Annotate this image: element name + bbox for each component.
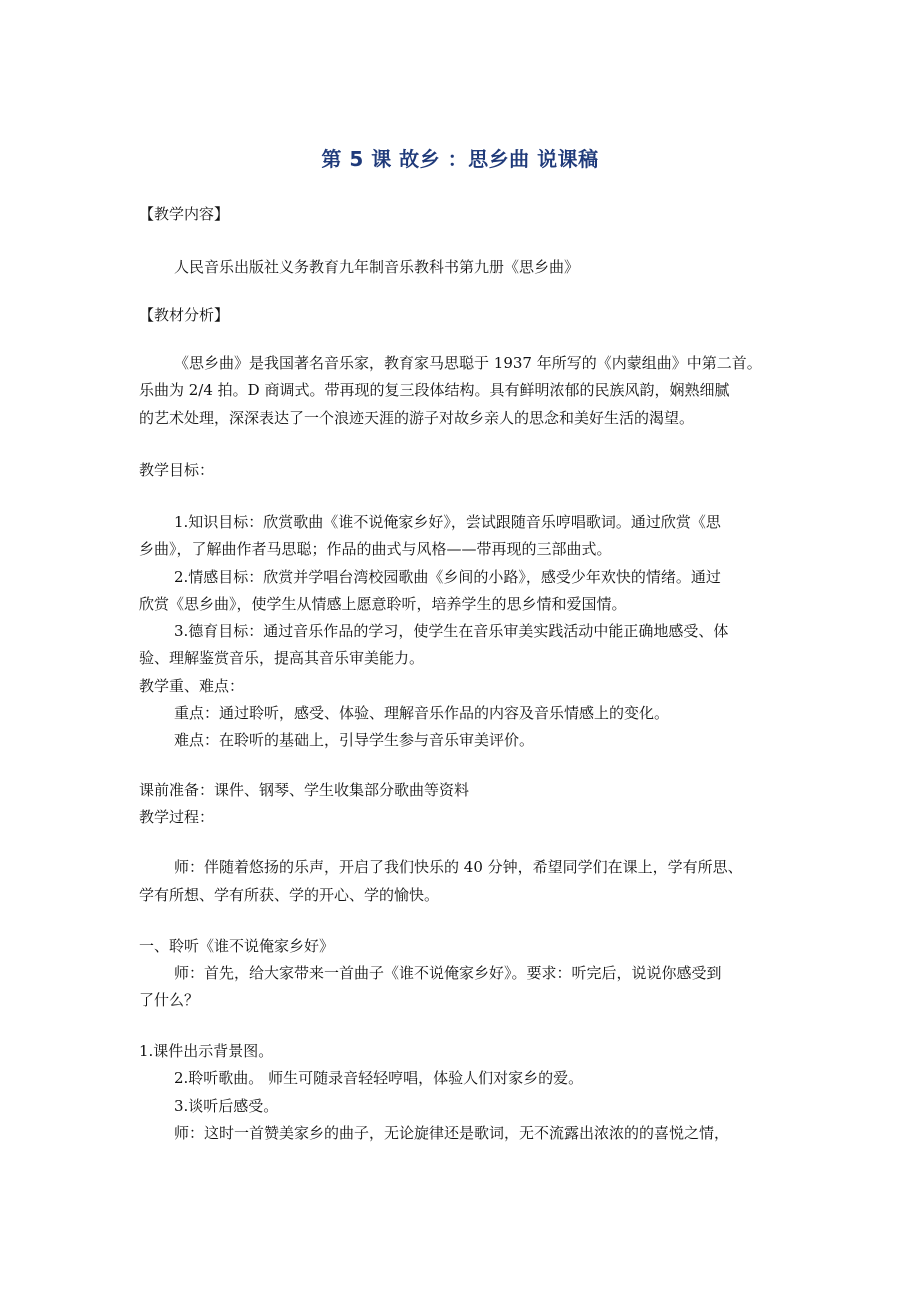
paragraph-line: 欣赏《思乡曲》，使学生从情感上愿意聆听，培养学生的思乡情和爱国情。 bbox=[139, 595, 627, 613]
section-heading-process: 教学过程： bbox=[139, 808, 215, 826]
section-heading-material-analysis: 【教材分析】 bbox=[139, 306, 230, 324]
paragraph-line: 《思乡曲》是我国著名音乐家，教育家马思聪于 1937 年所写的《内蒙组曲》中第二首。 bbox=[174, 354, 762, 372]
list-item: 3.谈听后感受。 bbox=[174, 1097, 279, 1115]
paragraph-line: 师：首先，给大家带来一首曲子《谁不说俺家乡好》。要求：听完后，说说你感受到 bbox=[174, 964, 722, 982]
paragraph-line: 3.德育目标：通过音乐作品的学习，使学生在音乐审美实践活动中能正确地感受、体 bbox=[174, 622, 729, 640]
paragraph-line: 难点：在聆听的基础上，引导学生参与音乐审美评价。 bbox=[174, 731, 535, 749]
paragraph-line: 人民音乐出版社义务教育九年制音乐教科书第九册《思乡曲》 bbox=[174, 258, 580, 276]
paragraph-line: 学有所想、学有所获、学的开心、学的愉快。 bbox=[139, 886, 440, 904]
section-heading-preparation: 课前准备：课件、钢琴、学生收集部分歌曲等资料 bbox=[139, 781, 470, 799]
paragraph-line: 师：伴随着悠扬的乐声，开启了我们快乐的 40 分钟，希望同学们在课上，学有所思、 bbox=[174, 858, 743, 876]
paragraph-line: 验、理解鉴赏音乐，提高其音乐审美能力。 bbox=[139, 649, 425, 667]
paragraph-line: 重点：通过聆听，感受、体验、理解音乐作品的内容及音乐情感上的变化。 bbox=[174, 704, 670, 722]
section-heading-part-one: 一、聆听《谁不说俺家乡好》 bbox=[139, 937, 335, 955]
paragraph-line: 的艺术处理，深深表达了一个浪迹天涯的游子对故乡亲人的思念和美好生活的渴望。 bbox=[139, 409, 695, 427]
document-title: 第 5 课 故乡 ：思乡曲 说课稿 bbox=[321, 147, 599, 171]
section-heading-key-points: 教学重、难点： bbox=[139, 677, 245, 695]
section-heading-goals: 教学目标： bbox=[139, 461, 215, 479]
paragraph-line: 2.情感目标：欣赏并学唱台湾校园歌曲《乡间的小路》，感受少年欢快的情绪。通过 bbox=[174, 568, 721, 586]
list-item: 1.课件出示背景图。 bbox=[139, 1042, 274, 1060]
section-heading-teaching-content: 【教学内容】 bbox=[139, 205, 230, 223]
paragraph-line: 1.知识目标：欣赏歌曲《谁不说俺家乡好》，尝试跟随音乐哼唱歌词。通过欣赏《思 bbox=[174, 513, 721, 531]
list-item: 2.聆听歌曲。 师生可随录音轻轻哼唱，体验人们对家乡的爱。 bbox=[174, 1069, 584, 1087]
paragraph-line: 乡曲》，了解曲作者马思聪；作品的曲式与风格——带再现的三部曲式。 bbox=[139, 540, 612, 558]
paragraph-line: 师：这时一首赞美家乡的曲子，无论旋律还是歌词，无不流露出浓浓的的喜悦之情， bbox=[174, 1124, 730, 1142]
paragraph-line: 了什么？ bbox=[139, 991, 200, 1009]
paragraph-line: 乐曲为 2/4 拍。D 商调式。带再现的复三段体结构。具有鲜明浓郁的民族风韵，娴熟细腻 bbox=[139, 381, 730, 399]
